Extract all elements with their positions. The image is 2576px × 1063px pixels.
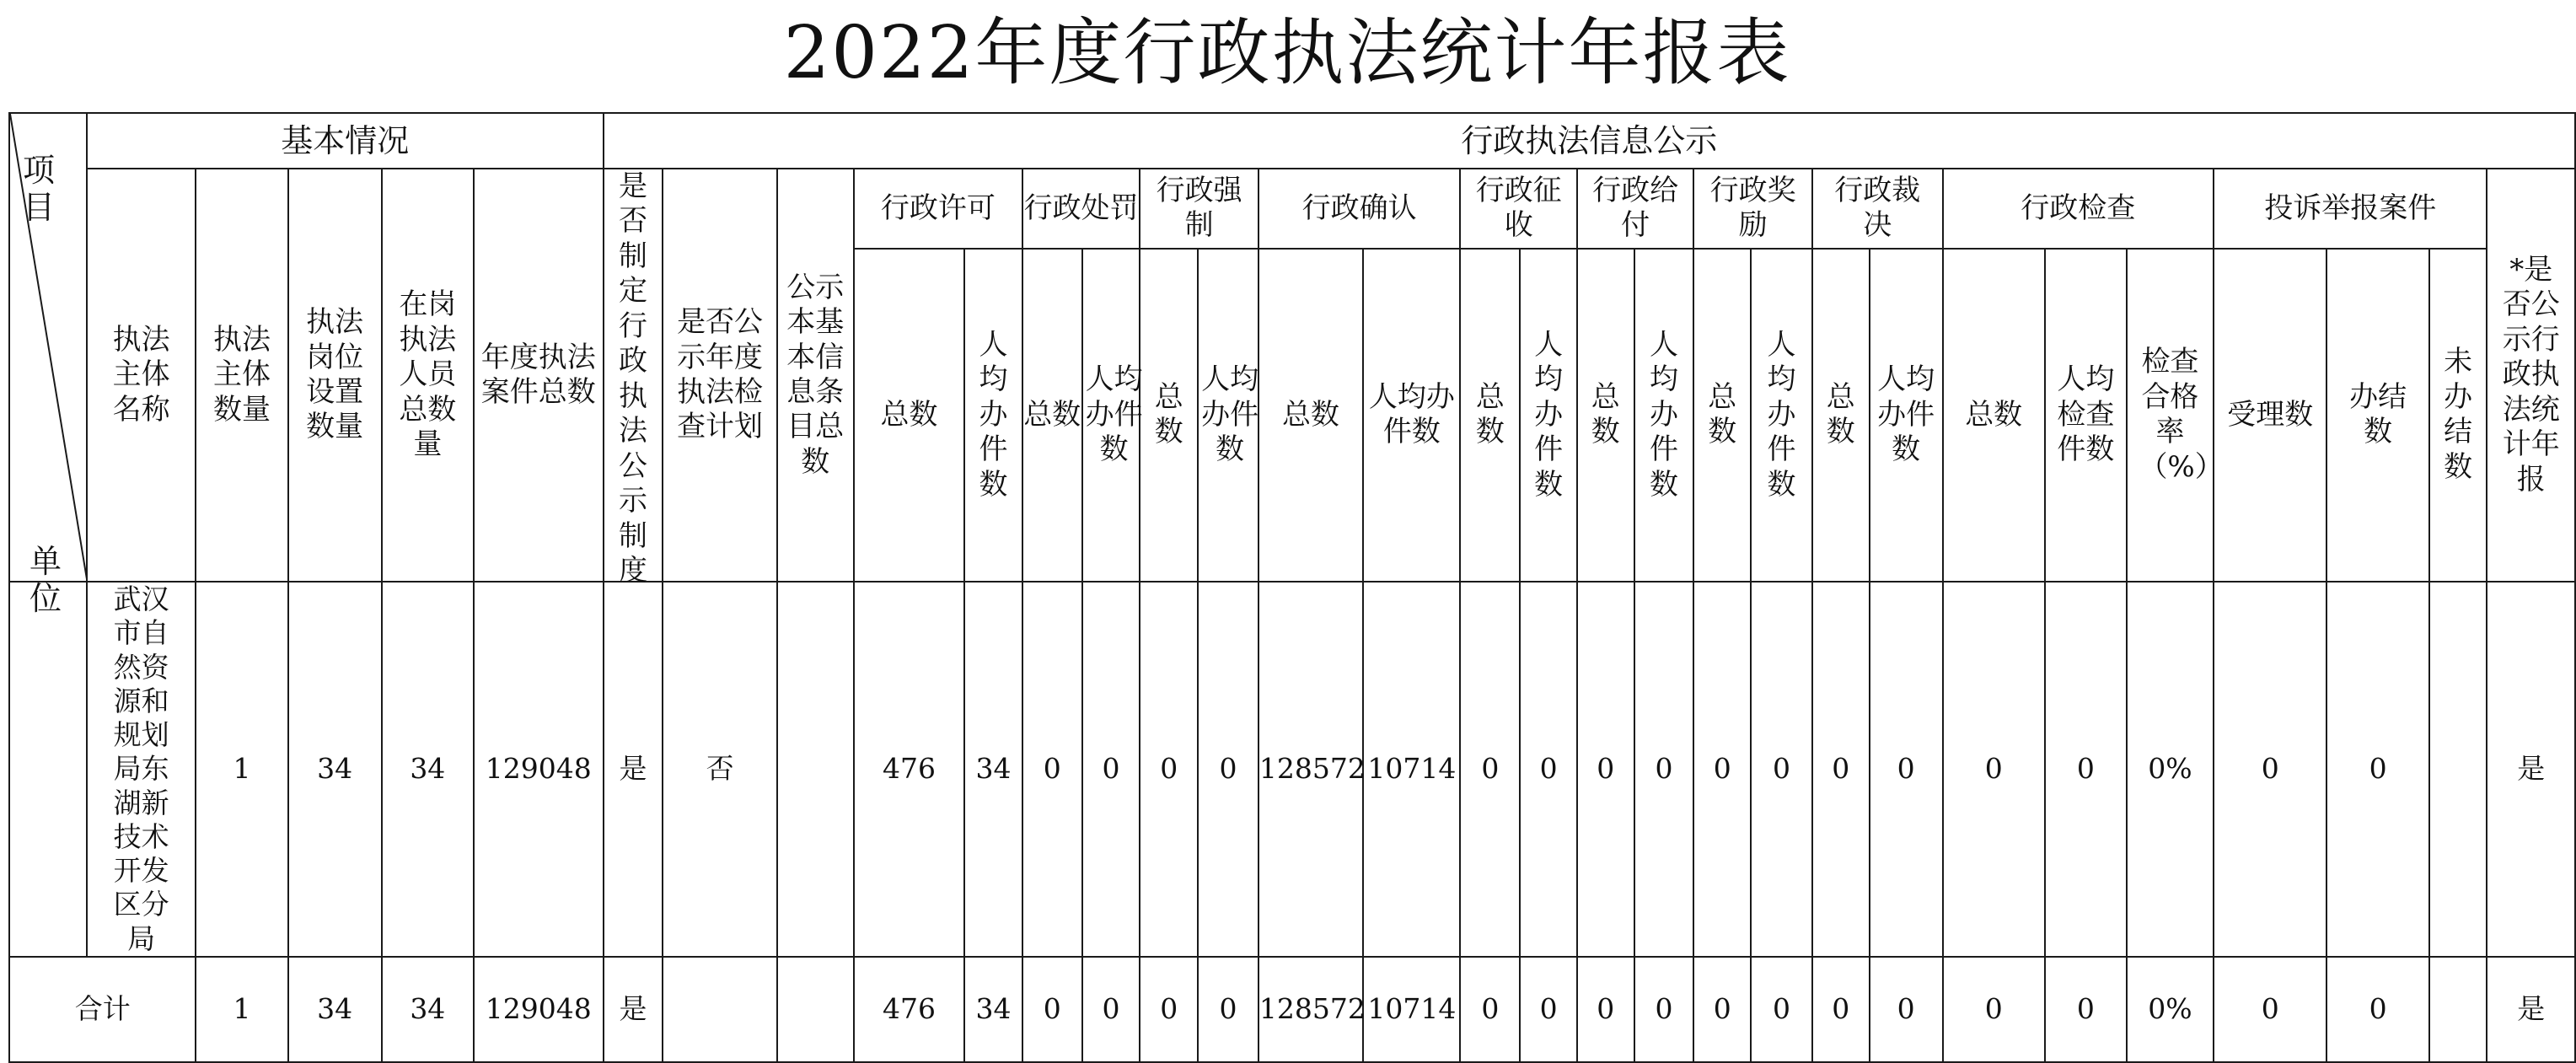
header-penalty: 行政处罚 xyxy=(1022,169,1140,249)
cell-publicity-system: 是 xyxy=(604,957,663,1062)
header-staff-count: 在岗执法人员总数量 xyxy=(382,169,474,582)
header-permit: 行政许可 xyxy=(854,169,1022,249)
cell-penalty-avg: 0 xyxy=(1082,957,1140,1062)
group-header-public: 行政执法信息公示 xyxy=(604,113,2575,169)
cell-info-items xyxy=(777,957,854,1062)
cell-inspection-plan: 否 xyxy=(663,582,776,957)
cell-enforce-avg: 0 xyxy=(1198,957,1258,1062)
header-confirm: 行政确认 xyxy=(1258,169,1461,249)
report-title: 2022年度行政执法统计年报表 xyxy=(783,11,1791,95)
cell-permit-total: 476 xyxy=(854,582,964,957)
header-info-items: 公示本基本信息条目总数 xyxy=(777,169,854,582)
subheader-pending: 未办结数 xyxy=(2429,249,2487,582)
cell-payment-avg: 0 xyxy=(1634,957,1694,1062)
cell-reward-total: 0 xyxy=(1693,957,1751,1062)
subheader-inspect-total: 总数 xyxy=(1943,249,2045,582)
header-entity-name: 执法主体名称 xyxy=(87,169,196,582)
cell-penalty-total: 0 xyxy=(1022,582,1082,957)
subheader-inspect-rate: 检查合格率（%） xyxy=(2127,249,2214,582)
subheader-penalty-avg: 人均办件数 xyxy=(1082,249,1140,582)
cell-inspect-avg: 0 xyxy=(2045,582,2127,957)
cell-reward-avg: 0 xyxy=(1751,957,1812,1062)
cell-levy-total: 0 xyxy=(1460,957,1520,1062)
header-ruling: 行政裁决 xyxy=(1812,169,1943,249)
subheader-penalty-total: 总数 xyxy=(1022,249,1082,582)
subheader-ruling-avg: 人均办件数 xyxy=(1870,249,1943,582)
corner-header-cell xyxy=(9,113,87,617)
cell-case-total: 129048 xyxy=(474,582,604,957)
cell-confirm-total: 128572 xyxy=(1258,957,1363,1062)
cell-ruling-avg: 0 xyxy=(1870,957,1943,1062)
report-table-container xyxy=(8,112,2576,1026)
subheader-confirm-avg: 人均办件数 xyxy=(1363,249,1460,582)
cell-permit-total: 476 xyxy=(854,957,964,1062)
subheader-enforce-avg: 人均办件数 xyxy=(1198,249,1258,582)
header-enforce: 行政强制 xyxy=(1140,169,1258,249)
header-stat-report: *是否公示行政执法统计年报 xyxy=(2487,169,2575,582)
subheader-confirm-total: 总数 xyxy=(1258,249,1363,582)
subheader-reward-avg: 人均办件数 xyxy=(1751,249,1812,582)
subheader-accepted: 受理数 xyxy=(2214,249,2326,582)
cell-entity-count: 1 xyxy=(196,582,287,957)
cell-entity-name: 武汉市自然资源和规划局东湖新技术开发区分局 xyxy=(87,582,196,957)
cell-closed: 0 xyxy=(2326,582,2428,957)
cell-reward-total: 0 xyxy=(1693,582,1751,957)
cell-inspect-total: 0 xyxy=(1943,582,2045,957)
cell-pending xyxy=(2429,582,2487,957)
cell-payment-total: 0 xyxy=(1577,582,1634,957)
cell-stat-report: 是 xyxy=(2487,957,2575,1062)
subheader-payment-total: 总数 xyxy=(1577,249,1634,582)
cell-accepted: 0 xyxy=(2214,957,2326,1062)
cell-post-count: 34 xyxy=(288,957,382,1062)
subheader-reward-total: 总数 xyxy=(1693,249,1751,582)
cell-ruling-total: 0 xyxy=(1812,582,1870,957)
cell-publicity-system: 是 xyxy=(604,582,663,957)
corner-label-unit: 单位 xyxy=(29,543,62,617)
cell-inspection-plan xyxy=(663,957,776,1062)
cell-payment-avg: 0 xyxy=(1634,582,1694,957)
cell-enforce-total: 0 xyxy=(1140,582,1198,957)
cell-info-items xyxy=(777,582,854,957)
cell-pending xyxy=(2429,957,2487,1062)
cell-ruling-total: 0 xyxy=(1812,957,1870,1062)
header-reward: 行政奖励 xyxy=(1693,169,1812,249)
cell-inspect-rate: 0% xyxy=(2127,957,2214,1062)
header-payment: 行政给付 xyxy=(1577,169,1693,249)
cell-enforce-avg: 0 xyxy=(1198,582,1258,957)
cell-closed: 0 xyxy=(2326,957,2428,1062)
cell-penalty-total: 0 xyxy=(1022,957,1082,1062)
subheader-inspect-avg: 人均检查件数 xyxy=(2045,249,2127,582)
table-row xyxy=(9,582,2575,957)
cell-levy-avg: 0 xyxy=(1520,582,1577,957)
cell-post-count: 34 xyxy=(288,582,382,957)
subheader-permit-total: 总数 xyxy=(854,249,964,582)
header-inspect: 行政检查 xyxy=(1943,169,2214,249)
subheader-levy-total: 总数 xyxy=(1460,249,1520,582)
cell-levy-total: 0 xyxy=(1460,582,1520,957)
header-publicity-system: 是否制定行政执法公示制度 xyxy=(604,169,663,582)
cell-inspect-rate: 0% xyxy=(2127,582,2214,957)
table-total-row xyxy=(9,957,2575,1062)
header-case-total: 年度执法案件总数 xyxy=(474,169,604,582)
cell-inspect-total: 0 xyxy=(1943,957,2045,1062)
header-levy: 行政征收 xyxy=(1460,169,1576,249)
cell-penalty-avg: 0 xyxy=(1082,582,1140,957)
cell-permit-avg: 34 xyxy=(964,582,1022,957)
cell-accepted: 0 xyxy=(2214,582,2326,957)
group-header-basic: 基本情况 xyxy=(87,113,604,169)
cell-enforce-total: 0 xyxy=(1140,957,1198,1062)
report-table xyxy=(8,112,2576,1063)
subheader-closed: 办结数 xyxy=(2326,249,2428,582)
row-unit-cell xyxy=(9,582,87,957)
cell-confirm-total: 128572 xyxy=(1258,582,1363,957)
cell-levy-avg: 0 xyxy=(1520,957,1577,1062)
cell-inspect-avg: 0 xyxy=(2045,957,2127,1062)
cell-staff-count: 34 xyxy=(382,582,474,957)
cell-total-label: 合计 xyxy=(9,957,196,1062)
cell-confirm-avg: 10714 xyxy=(1363,582,1460,957)
cell-permit-avg: 34 xyxy=(964,957,1022,1062)
cell-entity-count: 1 xyxy=(196,957,287,1062)
cell-staff-count: 34 xyxy=(382,957,474,1062)
header-post-count: 执法岗位设置数量 xyxy=(288,169,382,582)
subheader-payment-avg: 人均办件数 xyxy=(1634,249,1694,582)
cell-case-total: 129048 xyxy=(474,957,604,1062)
cell-reward-avg: 0 xyxy=(1751,582,1812,957)
cell-stat-report: 是 xyxy=(2487,582,2575,957)
subheader-ruling-total: 总数 xyxy=(1812,249,1870,582)
subheader-enforce-total: 总数 xyxy=(1140,249,1198,582)
header-complaint: 投诉举报案件 xyxy=(2214,169,2487,249)
cell-payment-total: 0 xyxy=(1577,957,1634,1062)
header-entity-count: 执法主体数量 xyxy=(196,169,287,582)
cell-ruling-avg: 0 xyxy=(1870,582,1943,957)
subheader-permit-avg: 人均办件数 xyxy=(964,249,1022,582)
cell-confirm-avg: 10714 xyxy=(1363,957,1460,1062)
header-inspection-plan: 是否公示年度执法检查计划 xyxy=(663,169,776,582)
corner-label-item: 项目 xyxy=(22,152,55,226)
subheader-levy-avg: 人均办件数 xyxy=(1520,249,1577,582)
